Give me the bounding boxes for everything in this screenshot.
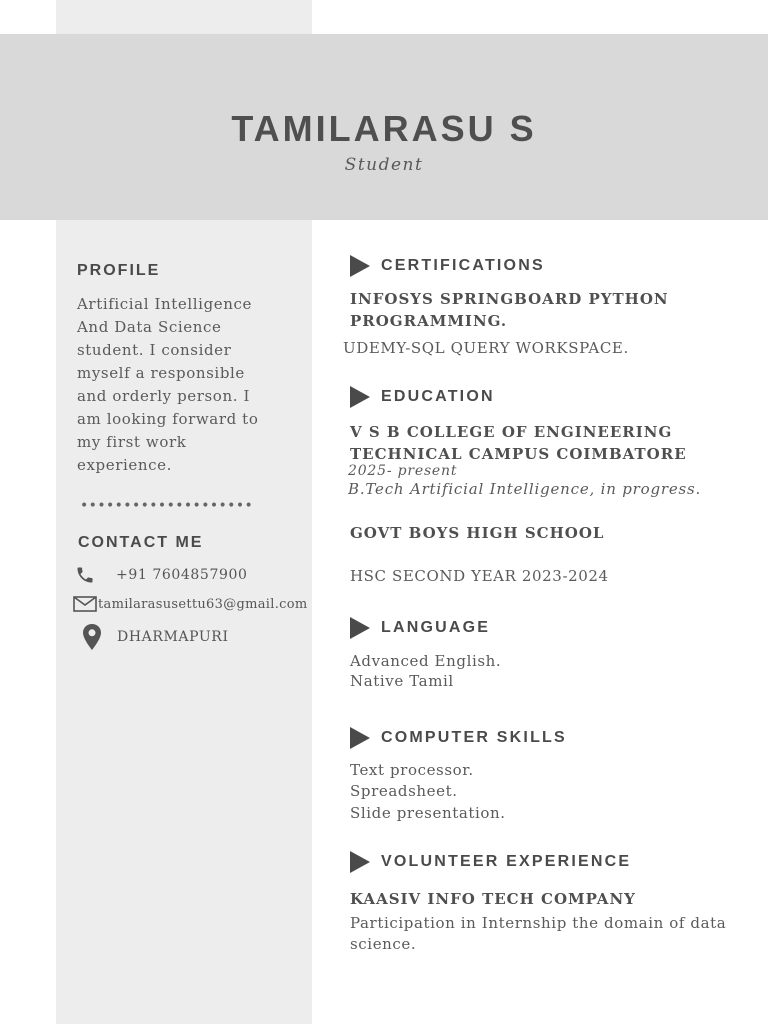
location-pin-icon — [72, 624, 112, 650]
contact-location-row — [72, 624, 229, 650]
triangle-bullet-icon — [350, 617, 370, 639]
triangle-bullet-icon — [350, 851, 370, 873]
education-title: EDUCATION — [381, 388, 495, 405]
skills-section-header — [350, 727, 567, 749]
triangle-bullet-icon — [350, 386, 370, 408]
contact-email-row — [72, 596, 308, 612]
mail-icon — [72, 596, 98, 612]
school-name: GOVT BOYS HIGH SCHOOL — [350, 524, 605, 542]
certifications-title: CERTIFICATIONS — [381, 257, 545, 274]
volunteer-description-cont: science. — [350, 935, 417, 953]
contact-email[interactable]: tamilarasusettu63@gmail.com — [98, 596, 308, 612]
skills-title: COMPUTER SKILLS — [381, 729, 567, 746]
volunteer-description: Participation in Internship the domain of data — [350, 914, 727, 932]
contact-heading: CONTACT ME — [78, 534, 204, 551]
school-detail: HSC SECOND YEAR 2023-2024 — [350, 567, 609, 585]
college-degree: B.Tech Artificial Intelligence, in progress. — [348, 480, 702, 498]
college-dates: 2025- present — [348, 463, 458, 479]
certification-item: INFOSYS SPRINGBOARD PYTHON — [350, 290, 669, 308]
profile-text: Artificial Intelligence And Data Science student. I consider myself a responsible and orderly person. I am looking forward to my first work experience. — [77, 295, 259, 474]
triangle-bullet-icon — [350, 255, 370, 277]
section-separator: •••••••••••••••••••• — [80, 498, 254, 514]
skill-item: Slide presentation. — [350, 804, 506, 822]
language-item: Advanced English. — [350, 652, 502, 670]
college-name-cont: TECHNICAL CAMPUS COIMBATORE — [350, 445, 687, 463]
certification-item-cont: PROGRAMMING. — [350, 312, 508, 330]
person-role: Student — [344, 155, 424, 175]
language-title: LANGUAGE — [381, 619, 491, 636]
education-section-header — [350, 386, 495, 408]
language-section-header — [350, 617, 490, 639]
college-name: V S B COLLEGE OF ENGINEERING — [350, 423, 673, 441]
contact-phone-row — [72, 565, 247, 585]
contact-location: DHARMAPURI — [117, 629, 229, 645]
certification-item: UDEMY-SQL QUERY WORKSPACE. — [343, 339, 629, 357]
person-name: TAMILARASU S — [231, 108, 537, 149]
contact-phone[interactable]: +91 7604857900 — [116, 567, 248, 583]
volunteer-org: KAASIV INFO TECH COMPANY — [350, 890, 636, 908]
certifications-section-header — [350, 255, 545, 277]
volunteer-section-header — [350, 851, 631, 873]
phone-icon — [72, 565, 98, 585]
triangle-bullet-icon — [350, 727, 370, 749]
profile-heading: PROFILE — [77, 262, 161, 279]
language-item: Native Tamil — [350, 672, 454, 690]
skill-item: Spreadsheet. — [350, 782, 458, 800]
volunteer-title: VOLUNTEER EXPERIENCE — [381, 853, 632, 870]
skill-item: Text processor. — [350, 761, 474, 779]
